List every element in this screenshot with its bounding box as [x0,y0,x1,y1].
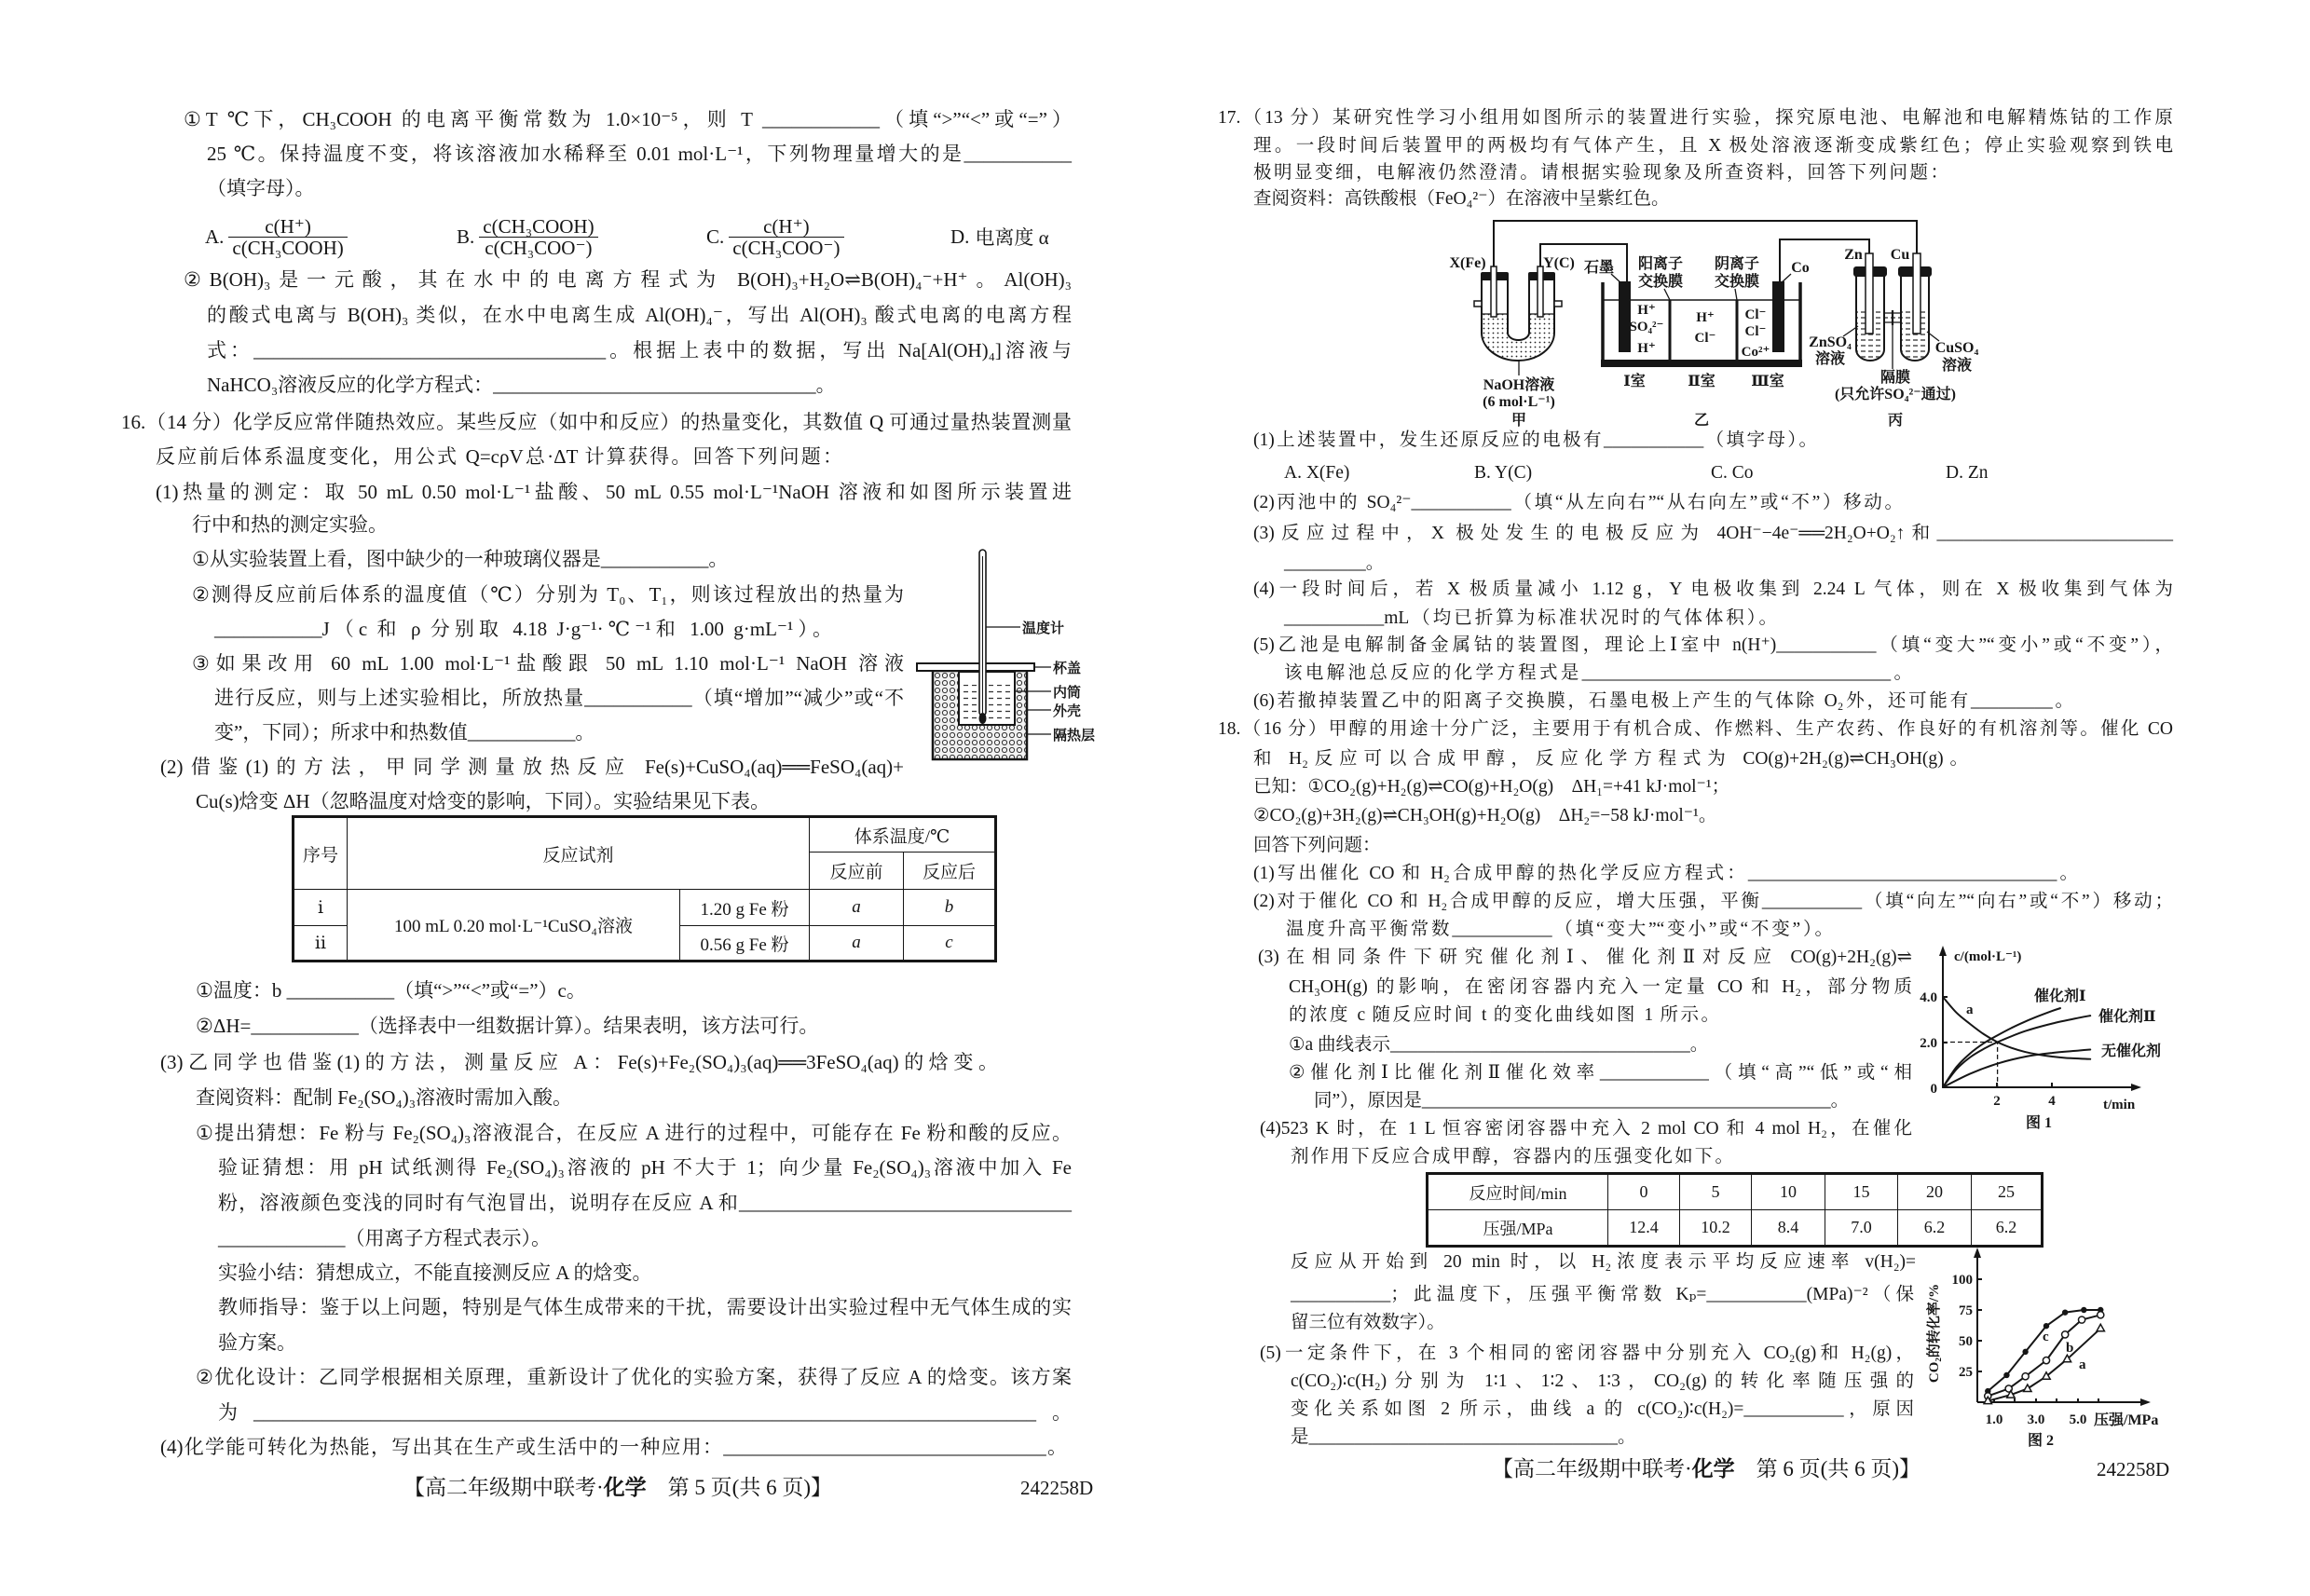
q16-line: 变”，下同）；所求中和热数值___________。 [214,721,595,743]
option-label: B. [457,225,475,248]
data-point-marker [2062,1331,2069,1338]
label-room-3: Ⅲ室 [1751,374,1784,389]
q18-line: 的浓度 c 随反应时间 t 的变化曲线如图 1 所示。 [1289,1005,1719,1025]
q16-line: ①提出猜想：Fe 粉与 Fe₂(SO₄)₃溶液混合，在反应 A 进行的过程中，可能存在 Fe 粉和酸的反应。 [196,1122,1072,1144]
q18-line: ①a 曲线表示_________________________________。 [1289,1035,1709,1055]
data-point-marker [2003,1372,2009,1378]
q16-line: ②测得反应前后体系的温度值（℃）分别为 T₀、T₁，则该过程放出的热量为 [192,583,904,606]
denominator: c(CH₃COOH) [232,236,344,259]
ion-label: H⁺ [1637,303,1656,318]
label-cuso4: 溶液 [1941,358,1973,374]
data-point-marker [2078,1316,2084,1323]
table-cell: ⅱ [294,926,348,962]
data-point-marker [2043,1357,2049,1364]
table-cell-solution: 100 mL 0.20 mol·L⁻¹CuSO₄溶液 [348,890,680,962]
page-footer [1492,1456,1920,1482]
q16-line: (2)借鉴(1)的方法，甲同学测量放热反应 Fe(s)+CuSO₄(aq)══FeSO₄(aq)+ [160,756,904,778]
q15-line: （填字母）。 [207,177,315,199]
q16-line: ②优化设计：乙同学根据相关原理，重新设计了优化的实验方案，获得了反应 A 的焓变。该方案 [196,1366,1072,1388]
x-tick-label: 5.0 [2069,1412,2087,1427]
q17-line: ___________mL（均已折算为标准状况时的气体体积）。 [1284,608,1777,628]
electrode-cu [1913,253,1920,334]
label-insulation: 隔热层 [1053,729,1096,743]
denominator: c(CH₃COO⁻) [485,236,593,259]
q17-line: _________。 [1284,553,1385,573]
option-text: 电离度 α [975,226,1049,249]
q15-line: 式：____________________________________。根据上表中的数据，写出 Na[Al(OH)₄]溶液与 [207,339,1072,361]
electrode-graphite [1619,281,1631,352]
x-tick-label: 1.0 [1985,1412,2003,1427]
label-znso4: ZnSO₄ [1809,334,1852,350]
q18-line: ②催化剂Ⅰ比催化剂Ⅱ催化效率____________（填“高”“低”或“相 [1289,1063,1912,1083]
table-cell: c [904,926,996,962]
header-cell-index: 序号 [294,817,348,890]
x-tick-label: 2 [1993,1094,2001,1109]
numerator: c(H⁺) [228,216,347,238]
q17-line: (4)一段时间后，若 X 极质量减小 1.12 g，Y 电极收集到 2.24 L 气体，则在 X 极收集到气体为 [1253,580,2173,599]
y-axis-arrow-icon [1939,946,1947,956]
electrode-y-c [1538,266,1543,317]
footer-subject: 化学 [1691,1457,1735,1480]
label-cu: Cu [1890,247,1910,263]
label-co: Co [1791,260,1810,276]
q18-line: CH₃OH(g) 的影响，在密闭容器内充入一定量 CO 和 H₂，部分物质 [1289,977,1912,997]
cell-bing-h-cell [1843,253,1939,369]
electrode-x-fe [1491,266,1497,317]
table-cell: b [904,890,996,926]
x-axis-label: 压强/MPa [2094,1412,2159,1428]
ion-label: Cl⁻ [1744,324,1767,339]
q18-line: (1)写出催化 CO 和 H₂合成甲醇的热化学反应方程式：__________________________________。 [1253,864,2078,883]
q17-heading-line: 17.（13 分）某研究性学习小组用如图所示的装置进行实验，探究原电池、电解池和电解精炼钴的工作原 [1218,108,2173,128]
q17-line: (3)反应过程中，X 极处发生的电极反应为 4OH⁻−4e⁻══2H₂O+O₂↑和__________________________ [1253,524,2173,543]
label-cation-membrane: 阳离子 [1637,256,1684,272]
curve-label-a: a [1966,1003,1974,1017]
data-point-marker [2097,1324,2104,1331]
q16-line: 教师指导：鉴于以上问题，特别是气体生成带来的干扰，需要设计出实验过程中无气体生成的实 [218,1296,1072,1318]
table-cell: 5 [1680,1174,1752,1210]
axes [1977,1257,2141,1402]
q16-line: 进行反应，则与上述实验相比，所放热量___________（填“增加”“减少”或“不 [214,687,904,709]
q18-line: (2)对于催化 CO 和 H₂合成甲醇的反应，增大压强，平衡___________（填“向左”“向右”或“不”）移动； [1253,892,2173,911]
q18-line: 温度升高平衡常数___________（填“变大”“变小”或“不变”）。 [1286,920,1833,939]
q17-line: 查阅资料：高铁酸根（FeO₄²⁻）在溶液中呈紫红色。 [1253,189,1670,209]
table-cell: 15 [1825,1174,1898,1210]
q18-line: 变化关系如图 2 所示，曲线 a 的 c(CO₂)∶c(H₂)=___________，原因 [1291,1399,1914,1419]
q18-line: (5)一定条件下，在 3 个相同的密闭容器中分别充入 CO₂(g)和 H₂(g)， [1260,1344,1914,1363]
q18-line: (4)523 K 时，在 1 L 恒容密闭容器中充入 2 mol CO 和 4 mol H₂，在催化 [1260,1119,1912,1139]
x-tick-label: 3.0 [2027,1412,2045,1427]
y-tick-label: 25 [1959,1365,1973,1380]
data-point-marker [2022,1349,2028,1355]
x-axis-arrow-icon [2131,1084,2141,1091]
footer-page: 第 6 页(共 6 页)】 [1734,1457,1920,1480]
q18-line: ___________；此温度下，压强平衡常数 Kₚ=___________(MPa)⁻²（保 [1291,1285,1914,1304]
option-label: D. [950,225,970,248]
table-cell: a [810,890,904,926]
label-anion-membrane: 阴离子 [1714,256,1760,272]
curve-label-no-catalyst: 无催化剂 [2101,1044,2162,1059]
label-naoh-concentration: (6 mol·L⁻¹) [1483,394,1555,410]
option-label: C. [706,225,725,248]
paper-code: 242258D [1020,1477,1094,1499]
q18-line: 和 H₂反应可以合成甲醇，反应化学方程式为 CO(g)+2H₂(g)⇌CH₃OH(g)。 [1253,749,1968,769]
fig1-curves [1943,997,2090,1087]
data-point-marker [2043,1323,2049,1329]
q15-line: 的酸式电离与 B(OH)₃ 类似，在水中电离生成 Al(OH)₄⁻，写出 Al(OH)₃ 酸式电离的电离方程 [207,304,1072,326]
label-outer-shell: 外壳 [1053,704,1082,719]
q17-option-b: B. Y(C) [1474,463,1533,483]
q16-line: _____________（用离子方程式表示）。 [218,1227,551,1249]
q18-line: 反应从开始到 20 min 时，以 H₂浓度表示平均反应速率 v(H₂)= [1291,1252,1916,1272]
table-cell: ⅰ [294,890,348,926]
q17-line: 该电解池总反应的化学方程式是__________________________________。 [1284,663,1912,683]
y-tick-label: 50 [1959,1334,1973,1349]
y-tick-label: 4.0 [1920,990,1937,1005]
table-cell: 25 [1972,1174,2043,1210]
q18-line: (3)在相同条件下研究催化剂Ⅰ、催化剂Ⅱ对反应 CO(g)+2H₂(g)⇌ [1258,948,1912,967]
ion-label: Cl⁻ [1694,331,1716,346]
table-cell: 1.20 g Fe 粉 [680,890,810,926]
label-y-c: Y(C) [1543,255,1575,271]
data-point-marker [2098,1312,2104,1318]
y-tick-label: 2.0 [1920,1036,1937,1051]
table-cell: 6.2 [1972,1210,2043,1247]
q17-line: (6)若撤掉装置乙中的阳离子交换膜，石墨电极上产生的气体除 O₂外，还可能有_________。 [1253,691,2073,711]
label-znso4: 溶液 [1814,351,1846,367]
q15-line: ②B(OH)₃是一元酸，其在水中的电离方程式为 B(OH)₃+H₂O⇌B(OH)₄⁻+H⁺。Al(OH)₃ [184,268,1072,291]
label-x-fe: X(Fe) [1449,255,1486,271]
electrode-zn [1866,253,1873,334]
q17-line: (5)乙池是电解制备金属钴的装置图，理论上Ⅰ室中 n(H⁺)___________（填“变大”“变小”或“不变”）， [1253,635,2173,655]
table-cell: 12.4 [1608,1210,1680,1247]
q16-line: ②ΔH=___________（选择表中一组数据计算）。结果表明，该方法可行。 [196,1015,819,1037]
label-cell-yi: 乙 [1693,413,1710,429]
curve-label-catalyst-1: 催化剂Ⅰ [2034,989,2086,1004]
table-row-time [1428,1174,2043,1210]
header-cell-temperature: 体系温度/℃ [810,817,996,853]
y-axis-label: c/(mol·L⁻¹) [1954,949,2022,964]
q16-line: ①从实验装置上看，图中缺少的一种玻璃仪器是___________。 [192,548,729,570]
x-axis-label: t/min [2103,1098,2136,1112]
y-tick-label: 100 [1951,1273,1973,1288]
q18-line: 同”），原因是_____________________________________________。 [1314,1091,1850,1111]
y-tick-label: 75 [1959,1303,1973,1318]
curve-a [1943,997,2090,1059]
label-cation-membrane: 交换膜 [1637,274,1684,290]
label-inner-cup: 内筒 [1053,686,1082,701]
label-thermometer: 温度计 [1022,621,1065,636]
figure-2-conversion-chart [1920,1244,2180,1449]
ion-label: H⁺ [1637,341,1656,356]
x-axis-arrow-icon [2140,1398,2151,1406]
data-point-marker [2062,1309,2068,1315]
data-point-marker [2022,1373,2029,1380]
figure-caption: 图 2 [2027,1433,2055,1449]
q16-line: 为________________________________________________________________________________。 [218,1401,1072,1424]
numerator: c(CH₃COOH) [479,216,597,238]
q18-line: 回答下列问题： [1253,836,1381,855]
table-cell: 8.4 [1752,1210,1825,1247]
curve-label-c: c [2043,1330,2049,1344]
label-graphite: 石墨 [1583,260,1615,276]
q16-line: 粉，溶液颜色变浅的同时有气泡冒出，说明存在反应 A 和__________________________________ [218,1192,1072,1214]
q16-line: 实验小结：猜想成立，不能直接测反应 A 的焓变。 [218,1262,652,1284]
table-cell: 10 [1752,1174,1825,1210]
label-room-1: Ⅰ室 [1623,374,1646,389]
ion-label: Co²⁺ [1741,345,1770,360]
q16-line: (4)化学能可转化为热能，写出其在生产或生活中的一种应用：_________________________________。 [160,1436,1067,1458]
footer-page: 第 5 页(共 6 页)】 [646,1476,832,1499]
table-cell: 0 [1608,1174,1680,1210]
label-cuso4: CuSO₄ [1934,340,1979,356]
table-cell: 7.0 [1825,1210,1898,1247]
q16-line: 查阅资料：配制 Fe₂(SO₄)₃溶液时需加入酸。 [196,1086,573,1109]
q16-line: (3)乙同学也借鉴(1)的方法，测量反应 A：Fe(s)+Fe₂(SO₄)₃(aq)══3FeSO₄(aq)的焓变。 [160,1051,998,1073]
q17-option-d: D. Zn [1946,463,1989,483]
curve-催化剂Ⅰ [1943,1008,2060,1087]
paper-code: 242258D [2097,1458,2170,1480]
q16-line: ___________J（c 和 ρ 分别取 4.18 J·g⁻¹·℃⁻¹和 1.00 g·mL⁻¹）。 [214,618,832,640]
q16-line: (1)热量的测定：取 50 mL 0.50 mol·L⁻¹盐酸、50 mL 0.55 mol·L⁻¹NaOH 溶液和如图所示装置进 [156,481,1072,503]
label-zn: Zn [1844,247,1863,263]
row-header-cell: 压强/MPa [1428,1210,1608,1247]
q18-line: 留三位有效数字）。 [1291,1313,1445,1332]
fig2-curves [1984,1307,2104,1404]
table-cell: 20 [1898,1174,1972,1210]
q18-line: 已知：①CO₂(g)+H₂(g)⇌CO(g)+H₂O(g) ΔH₁=+41 kJ·mol⁻¹； [1253,777,1730,797]
q15-line: NaHCO₃溶液反应的化学方程式：_________________________________。 [207,374,836,396]
label-cell-bing: 丙 [1887,413,1904,429]
ion-label: SO₄²⁻ [1629,320,1664,334]
table-row-pressure [1428,1210,2043,1247]
label-diaphragm-note: (只允许SO₄²⁻通过) [1834,387,1957,402]
header-cell-after: 反应后 [904,853,996,890]
data-point-marker [2024,1385,2031,1392]
x-tick-label: 4 [2048,1094,2056,1109]
data-point-marker [2081,1307,2086,1313]
option-label: A. [205,225,225,248]
label-anion-membrane: 交换膜 [1714,274,1760,290]
label-diaphragm: 隔膜 [1879,370,1911,386]
y-tick-label: 0 [1930,1082,1937,1097]
q15-line: 25 ℃。保持温度不变，将该溶液加水稀释至 0.01 mol·L⁻¹，下列物理量增大的是___________ [207,143,1072,165]
row-header-cell: 反应时间/min [1428,1174,1608,1210]
label-naoh-solution: NaOH溶液 [1483,377,1555,393]
label-cell-jia: 甲 [1510,413,1527,429]
cell-jia-u-tube [1474,266,1562,375]
table-cell: a [810,926,904,962]
footer-prefix: 【高二年级期中联考· [403,1476,604,1499]
electrode-co [1772,281,1784,352]
figure-1-concentration-chart [1896,943,2176,1134]
q16-line: ③如果改用 60 mL 1.00 mol·L⁻¹盐酸跟 50 mL 1.10 mol·L⁻¹ NaOH 溶液 [192,652,904,675]
curve-label-b: b [2066,1341,2074,1356]
ion-label: H⁺ [1696,310,1715,325]
table-cell: 0.56 g Fe 粉 [680,926,810,962]
q17-line: 极明显变细，电解液仍然澄清。请根据实验现象及所查资料，回答下列问题： [1253,163,1948,183]
q18-heading-line: 18.（16 分）甲醇的用途十分广泛，主要用于有机合成、作燃料、生产农药、作良好的有机溶剂等。催化 CO [1218,719,2173,739]
numerator: c(H⁺) [729,216,843,238]
label-lid: 杯盖 [1053,662,1082,676]
q18-line: c(CO₂)∶c(H₂)分别为 1∶1、1∶2、1∶3，CO₂(g)的转化率随压强的 [1291,1371,1914,1391]
q17-option-c: C. Co [1711,463,1754,483]
q16-line: Cu(s)焓变 ΔH（忽略温度对焓变的影响，下同）。实验结果见下表。 [196,790,771,812]
q17-line: 理。一段时间后装置甲的两极均有气体产生，且 X 极处溶液逐渐变成紫红色；停止实验观察到铁电 [1253,136,2173,156]
q16-heading-line: 16.（14 分）化学反应常伴随热效应。某些反应（如中和反应）的热量变化，其数值 Q 可通过量热装置测量 [121,411,1072,433]
ion-label: Cl⁻ [1744,307,1767,322]
q17-option-a: A. X(Fe) [1284,463,1350,483]
q16-line: ①温度：b ___________（填“>”“<”或“=”）c。 [196,979,586,1002]
q16-line: 验方案。 [218,1331,296,1354]
q17-line: (1)上述装置中，发生还原反应的电极有___________（填字母）。 [1253,430,1817,450]
guide-dashed-line [1943,1043,1998,1088]
q18-line: ②CO₂(g)+3H₂(g)⇌CH₃OH(g)+H₂O(g) ΔH₂=−58 kJ·mol⁻¹。 [1253,806,1717,825]
figure-caption: 图 1 [2025,1115,2053,1131]
table-cell: 10.2 [1680,1210,1752,1247]
header-cell-reagent: 反应试剂 [348,817,810,890]
curve-label-a: a [2079,1357,2086,1372]
y-axis-label: CO₂的转化率/% [1927,1283,1942,1384]
q16-line: 行中和热的测定实验。 [192,513,388,536]
label-room-2: Ⅱ室 [1688,374,1715,389]
electrochemistry-apparatus-diagram [1435,214,1994,438]
q18-line: 剂作用下反应合成甲醇，容器内的压强变化如下。 [1291,1147,1733,1166]
footer-subject: 化学 [603,1476,647,1499]
y-axis-arrow-icon [1974,1248,1981,1258]
curve-无催化剂 [1943,1050,2090,1087]
table-cell: 6.2 [1898,1210,1972,1247]
header-cell-before: 反应前 [810,853,904,890]
denominator: c(CH₃COO⁻) [732,236,841,259]
footer-prefix: 【高二年级期中联考· [1492,1457,1692,1480]
q16-line: 反应前后体系温度变化，用公式 Q=cρV总·ΔT 计算获得。回答下列问题： [156,445,842,468]
pressure-time-table [1426,1172,2043,1248]
q17-line: (2)丙池中的 SO₄²⁻___________（填“从左向右”“从右向左”或“不”）移动。 [1253,493,1903,512]
q15-line: ①T ℃下，CH₃COOH 的电离平衡常数为 1.0×10⁻⁵，则 T ____________（填“>”“<”或“=”） [184,108,1072,130]
curve-label-catalyst-2: 催化剂Ⅱ [2098,1009,2156,1025]
q18-line: 是__________________________________。 [1291,1427,1636,1447]
q16-line: 验证猜想：用 pH 试纸测得 Fe₂(SO₄)₃溶液的 pH 不大于 1；向少量 Fe₂(SO₄)₃溶液中加入 Fe [218,1156,1072,1179]
